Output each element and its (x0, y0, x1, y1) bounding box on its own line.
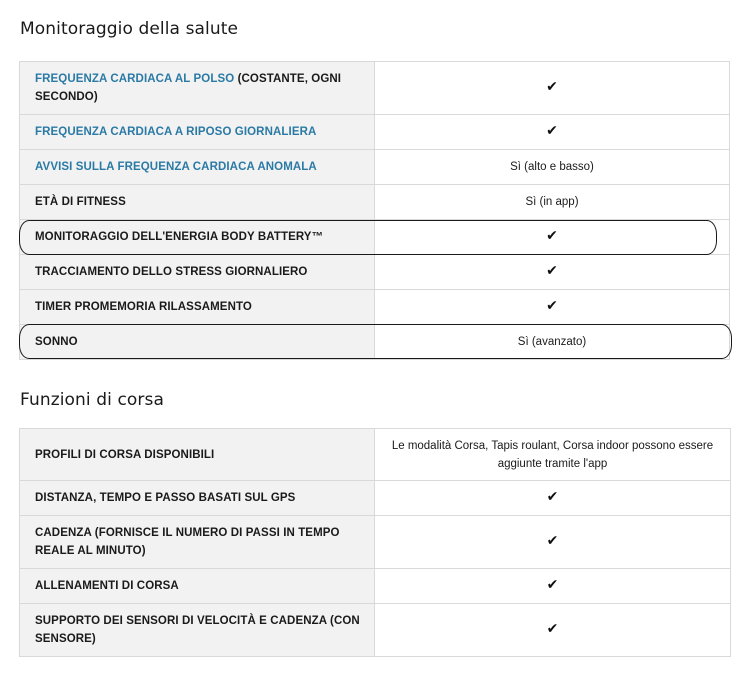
row-value (375, 255, 730, 290)
check-icon: ✔ (546, 620, 559, 636)
row-label: PROFILI DI CORSA DISPONIBILI (20, 429, 375, 481)
row-value (375, 604, 731, 657)
table-row (20, 325, 730, 360)
health-spec-table (19, 61, 730, 360)
table-row (20, 604, 731, 657)
table-row (20, 115, 730, 150)
check-icon: ✔ (546, 78, 558, 94)
row-value (375, 569, 731, 604)
row-value (375, 290, 730, 325)
table-row (20, 429, 731, 481)
table-row (20, 516, 731, 569)
feature-link[interactable]: AVVISI SULLA FREQUENZA CARDIACA ANOMALA (35, 161, 317, 173)
running-spec-table (19, 428, 731, 657)
row-label: CADENZA (FORNISCE IL NUMERO DI PASSI IN TEMPO REALE AL MINUTO) (20, 516, 375, 569)
row-value: Le modalità Corsa, Tapis roulant, Corsa indoor possono essere aggiunte tramite l'app (375, 429, 731, 481)
check-icon: ✔ (546, 532, 559, 548)
row-label: SONNO (20, 325, 375, 360)
feature-link[interactable]: FREQUENZA CARDIACA AL POLSO (35, 73, 235, 85)
check-icon: ✔ (546, 576, 559, 592)
table-row (20, 569, 731, 604)
check-icon: ✔ (546, 488, 559, 504)
row-value: Sì (alto e basso) (375, 150, 730, 185)
row-value: Sì (avanzato) (375, 325, 730, 360)
row-value: Sì (in app) (375, 185, 730, 220)
table-row (20, 62, 730, 115)
row-label: ALLENAMENTI DI CORSA (20, 569, 375, 604)
row-value (375, 115, 730, 150)
row-label: FREQUENZA CARDIACA AL POLSO (COSTANTE, OGNI SECONDO) (20, 62, 375, 115)
check-icon: ✔ (546, 262, 558, 278)
row-value (375, 220, 730, 255)
table-row (20, 290, 730, 325)
row-value (375, 481, 731, 516)
row-label: DISTANZA, TEMPO E PASSO BASATI SUL GPS (20, 481, 375, 516)
row-label: TIMER PROMEMORIA RILASSAMENTO (20, 290, 375, 325)
table-row (20, 150, 730, 185)
health-section-title: Monitoraggio della salute (20, 19, 239, 39)
row-value (375, 62, 730, 115)
table-row (20, 255, 730, 290)
check-icon: ✔ (546, 122, 558, 138)
running-section-title: Funzioni di corsa (20, 390, 164, 410)
row-value (375, 516, 731, 569)
table-row (20, 185, 730, 220)
table-row (20, 481, 731, 516)
row-label (20, 150, 375, 185)
row-label (20, 115, 375, 150)
check-icon: ✔ (546, 227, 558, 243)
table-row (20, 220, 730, 255)
row-label: TRACCIAMENTO DELLO STRESS GIORNALIERO (20, 255, 375, 290)
row-label: ETÀ DI FITNESS (20, 185, 375, 220)
row-label: MONITORAGGIO DELL'ENERGIA BODY BATTERY™ (20, 220, 375, 255)
check-icon: ✔ (546, 297, 558, 313)
row-label: SUPPORTO DEI SENSORI DI VELOCITÀ E CADENZA (CON SENSORE) (20, 604, 375, 657)
feature-link[interactable]: FREQUENZA CARDIACA A RIPOSO GIORNALIERA (35, 126, 317, 138)
